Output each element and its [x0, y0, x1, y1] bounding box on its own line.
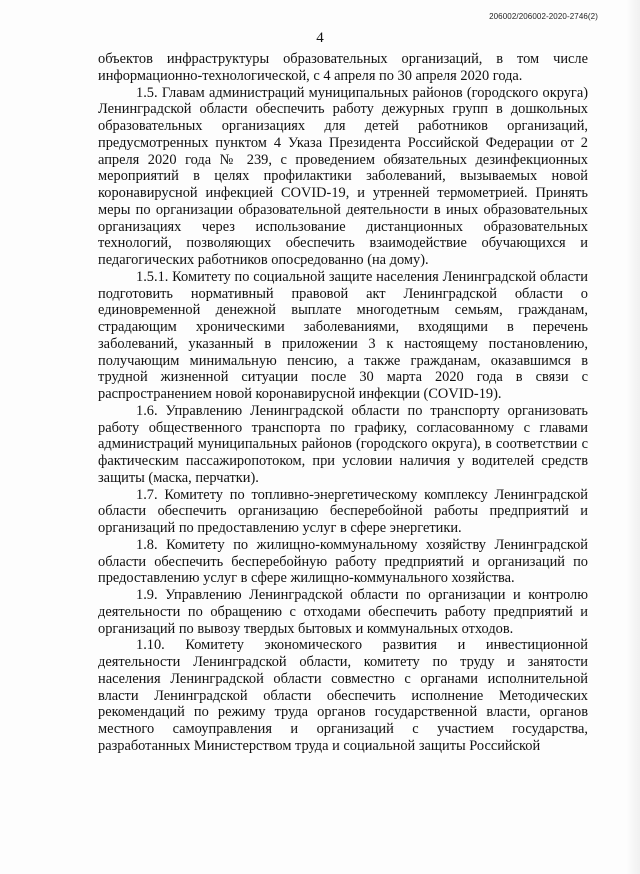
document-body — [98, 51, 588, 755]
paragraph-1-6: 1.6. Управлению Ленинградской области по транспорту организовать работу общественного транспорта по графику, согласованному с главами администраций муниципальных районов (городского округа), в соответствии с фактическим пассажиропотоком, при условии наличия у водителей средств защиты (маска, перчатки). — [98, 402, 588, 486]
paragraph-1-8: 1.8. Комитету по жилищно-коммунальному хозяйству Ленинградской области обеспечить бесперебойную работу предприятий и организаций по предоставлению услуг в сфере жилищно-коммунального хозяйства. — [98, 536, 588, 587]
page-number: 4 — [316, 30, 324, 46]
document-id: 206002/206002-2020-2746(2) — [489, 12, 598, 21]
page-edge-shadow — [626, 0, 640, 874]
paragraph-1-5-1: 1.5.1. Комитету по социальной защите населения Ленинградской области подготовить нормативный правовой акт Ленинградской области о единовременной денежной выплате многодетным семьям, гражданам, страдающим хроническими заболеваниями, входящими в перечень заболеваний, указанный в приложении 3 к настоящему постановлению, получающим минимальную пенсию, а также гражданам, оказавшимся в трудной жизненной ситуации после 30 марта 2020 года в связи с распространением новой коронавирусной инфекции (COVID-19). — [98, 268, 588, 402]
paragraph-1-10: 1.10. Комитету экономического развития и инвестиционной деятельности Ленинградской области, комитету по труду и занятости населения Ленинградской области совместно с органами исполнительной власти Ленинградской области обеспечить исполнение Методических рекомендаций по режиму труда органов государственной власти, органов местного самоуправления и организаций с участием государства, разработанных Министерством труда и социальной защиты Российской — [98, 637, 588, 754]
paragraph-1-5: 1.5. Главам администраций муниципальных районов (городского округа) Ленинградской области обеспечить работу дежурных групп в дошкольных образовательных организациях для детей работников организаций, предусмотренных пунктом 4 Указа Президента Российской Федерации от 2 апреля 2020 года № 239, с проведением обязательных дезинфекционных мероприятий в целях профилактики заболеваний, вызываемых новой коронавирусной инфекцией COVID-19, и утренней термометрией. Принять меры по организации образовательной деятельности в иных образовательных организациях через использование дистанционных образовательных технологий, позволяющих обеспечить взаимодействие обучающихся и педагогических работников опосредованно (на дому). — [98, 84, 588, 268]
paragraph-1-7: 1.7. Комитету по топливно-энергетическому комплексу Ленинградской области обеспечить организацию бесперебойной работы предприятий и организаций по предоставлению услуг в сфере энергетики. — [98, 486, 588, 536]
paragraph-1-9: 1.9. Управлению Ленинградской области по организации и контролю деятельности по обращению с отходами обеспечить работу предприятий и организаций по вывозу твердых бытовых и коммунальных отходов. — [98, 587, 588, 637]
paragraph-continuation: объектов инфраструктуры образовательных организаций, в том числе информационно-технологической, с 4 апреля по 30 апреля 2020 года. — [98, 51, 588, 84]
